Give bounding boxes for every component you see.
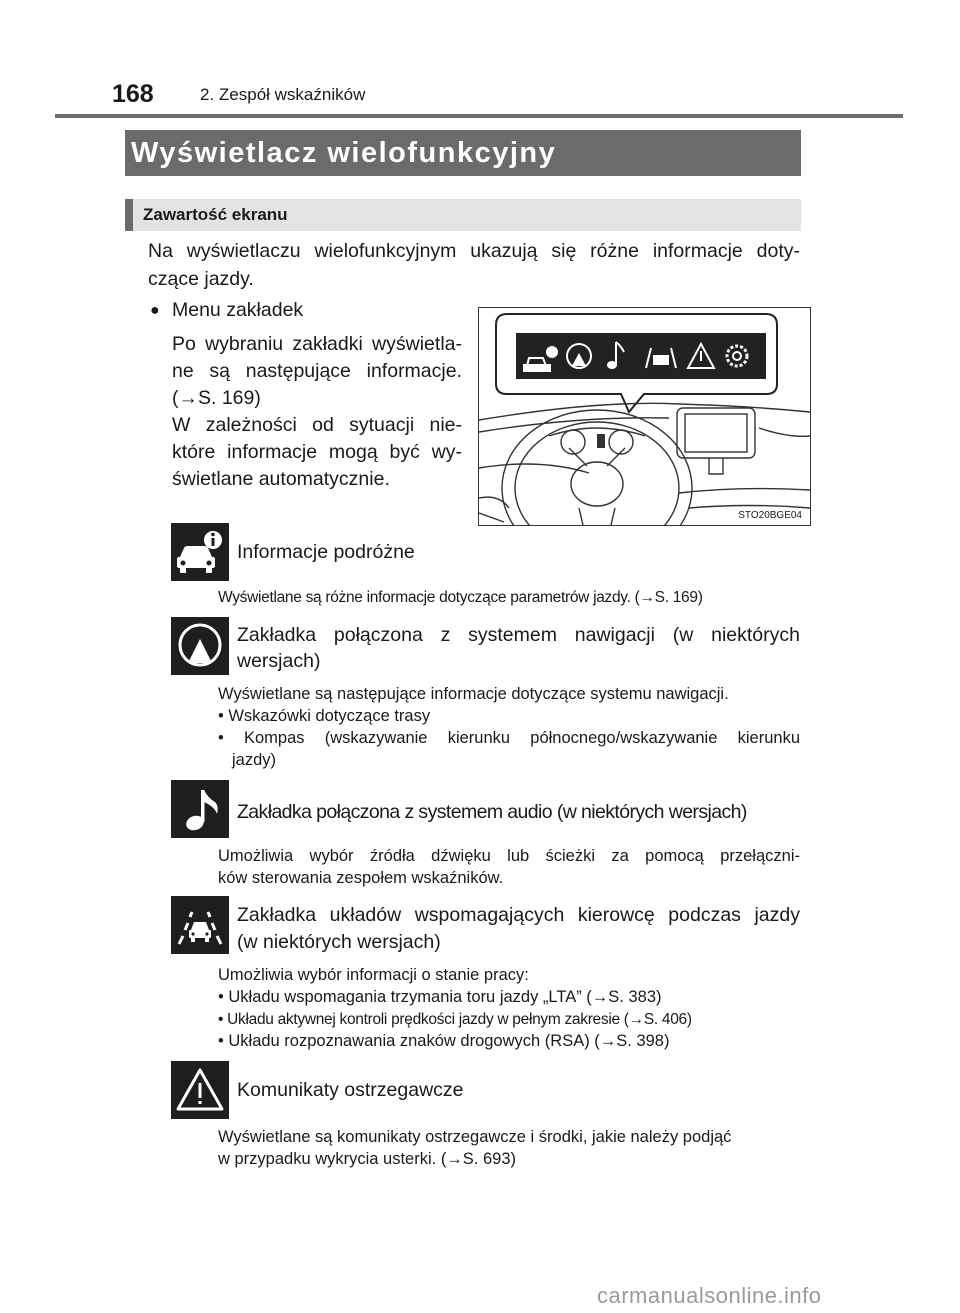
item-description: Umożliwia wybór źródła dźwięku lub ścieżki za pomocą przełączni-	[218, 847, 800, 865]
item-title: Zakładka połączona z systemem audio (w niektórych wersjach)	[237, 801, 747, 823]
music-note-icon	[171, 780, 229, 838]
tabs-menu-line: (→S. 169)	[172, 387, 261, 409]
item-title: Komunikaty ostrzegawcze	[237, 1079, 464, 1101]
item-description: w przypadku wykrycia usterki. (→S. 693)	[218, 1150, 517, 1168]
item-description: Wyświetlane są komunikaty ostrzegawcze i środki, jakie należy podjąć	[218, 1128, 732, 1146]
dashboard-illustration	[478, 307, 811, 526]
section-title: Wyświetlacz wielofunkcyjny	[131, 137, 557, 169]
item-description: ków sterowania zespołem wskaźników.	[218, 869, 504, 887]
item-description: jazdy)	[232, 751, 277, 769]
driving-assist-icon	[171, 896, 229, 954]
tabs-menu-line: świetlane automatycznie.	[172, 468, 390, 490]
item-title: Zakładka układów wspomagających kierowcę podczas jazdy	[237, 904, 800, 926]
tabs-menu-heading: Menu zakładek	[172, 299, 304, 321]
header-rule	[55, 114, 903, 118]
subsection-accent	[125, 199, 133, 231]
subsection-title: Zawartość ekranu	[143, 205, 288, 224]
car-info-icon	[171, 523, 229, 581]
warning-icon	[171, 1061, 229, 1119]
item-description: • Kompas (wskazywanie kierunku północnego/wskazywanie kierunku	[218, 729, 800, 747]
item-description: Wyświetlane są różne informacje dotyczące parametrów jazdy. (→S. 169)	[218, 589, 703, 606]
bullet-icon: ●	[150, 302, 160, 319]
item-title: wersjach)	[237, 650, 321, 672]
intro-line-2: czące jazdy.	[148, 268, 254, 290]
item-description: • Układu rozpoznawania znaków drogowych (RSA) (→S. 398)	[218, 1032, 670, 1050]
tabs-menu-line: W zależności od sytuacji nie-	[172, 414, 462, 436]
page-number: 168	[112, 80, 154, 108]
item-description: • Wskazówki dotyczące trasy	[218, 707, 431, 725]
item-title: Informacje podróżne	[237, 541, 415, 563]
tabs-menu-line: które informacje mogą być wy-	[172, 441, 462, 463]
item-description: Umożliwia wybór informacji o stanie pracy:	[218, 966, 529, 984]
item-description: • Układu wspomagania trzymania toru jazdy „LTA” (→S. 383)	[218, 988, 662, 1006]
item-description: Wyświetlane są następujące informacje dotyczące systemu nawigacji.	[218, 685, 729, 703]
watermark: carmanualsonline.info	[597, 1283, 822, 1308]
chapter-title: 2. Zespół wskaźników	[200, 85, 366, 104]
intro-line-1: Na wyświetlaczu wielofunkcyjnym ukazują się różne informacje doty-	[148, 240, 800, 262]
tabs-menu-line: Po wybraniu zakładki wyświetla-	[172, 333, 462, 355]
navigation-icon	[171, 617, 229, 675]
item-title: (w niektórych wersjach)	[237, 931, 441, 953]
dashboard-drawing	[479, 308, 810, 525]
figure-caption: STO20BGE04	[738, 510, 802, 521]
item-description: • Układu aktywnej kontroli prędkości jazdy w pełnym zakresie (→S. 406)	[218, 1011, 692, 1028]
tabs-menu-line: ne są następujące informacje.	[172, 360, 462, 382]
item-title: Zakładka połączona z systemem nawigacji (w niektórych	[237, 624, 800, 646]
